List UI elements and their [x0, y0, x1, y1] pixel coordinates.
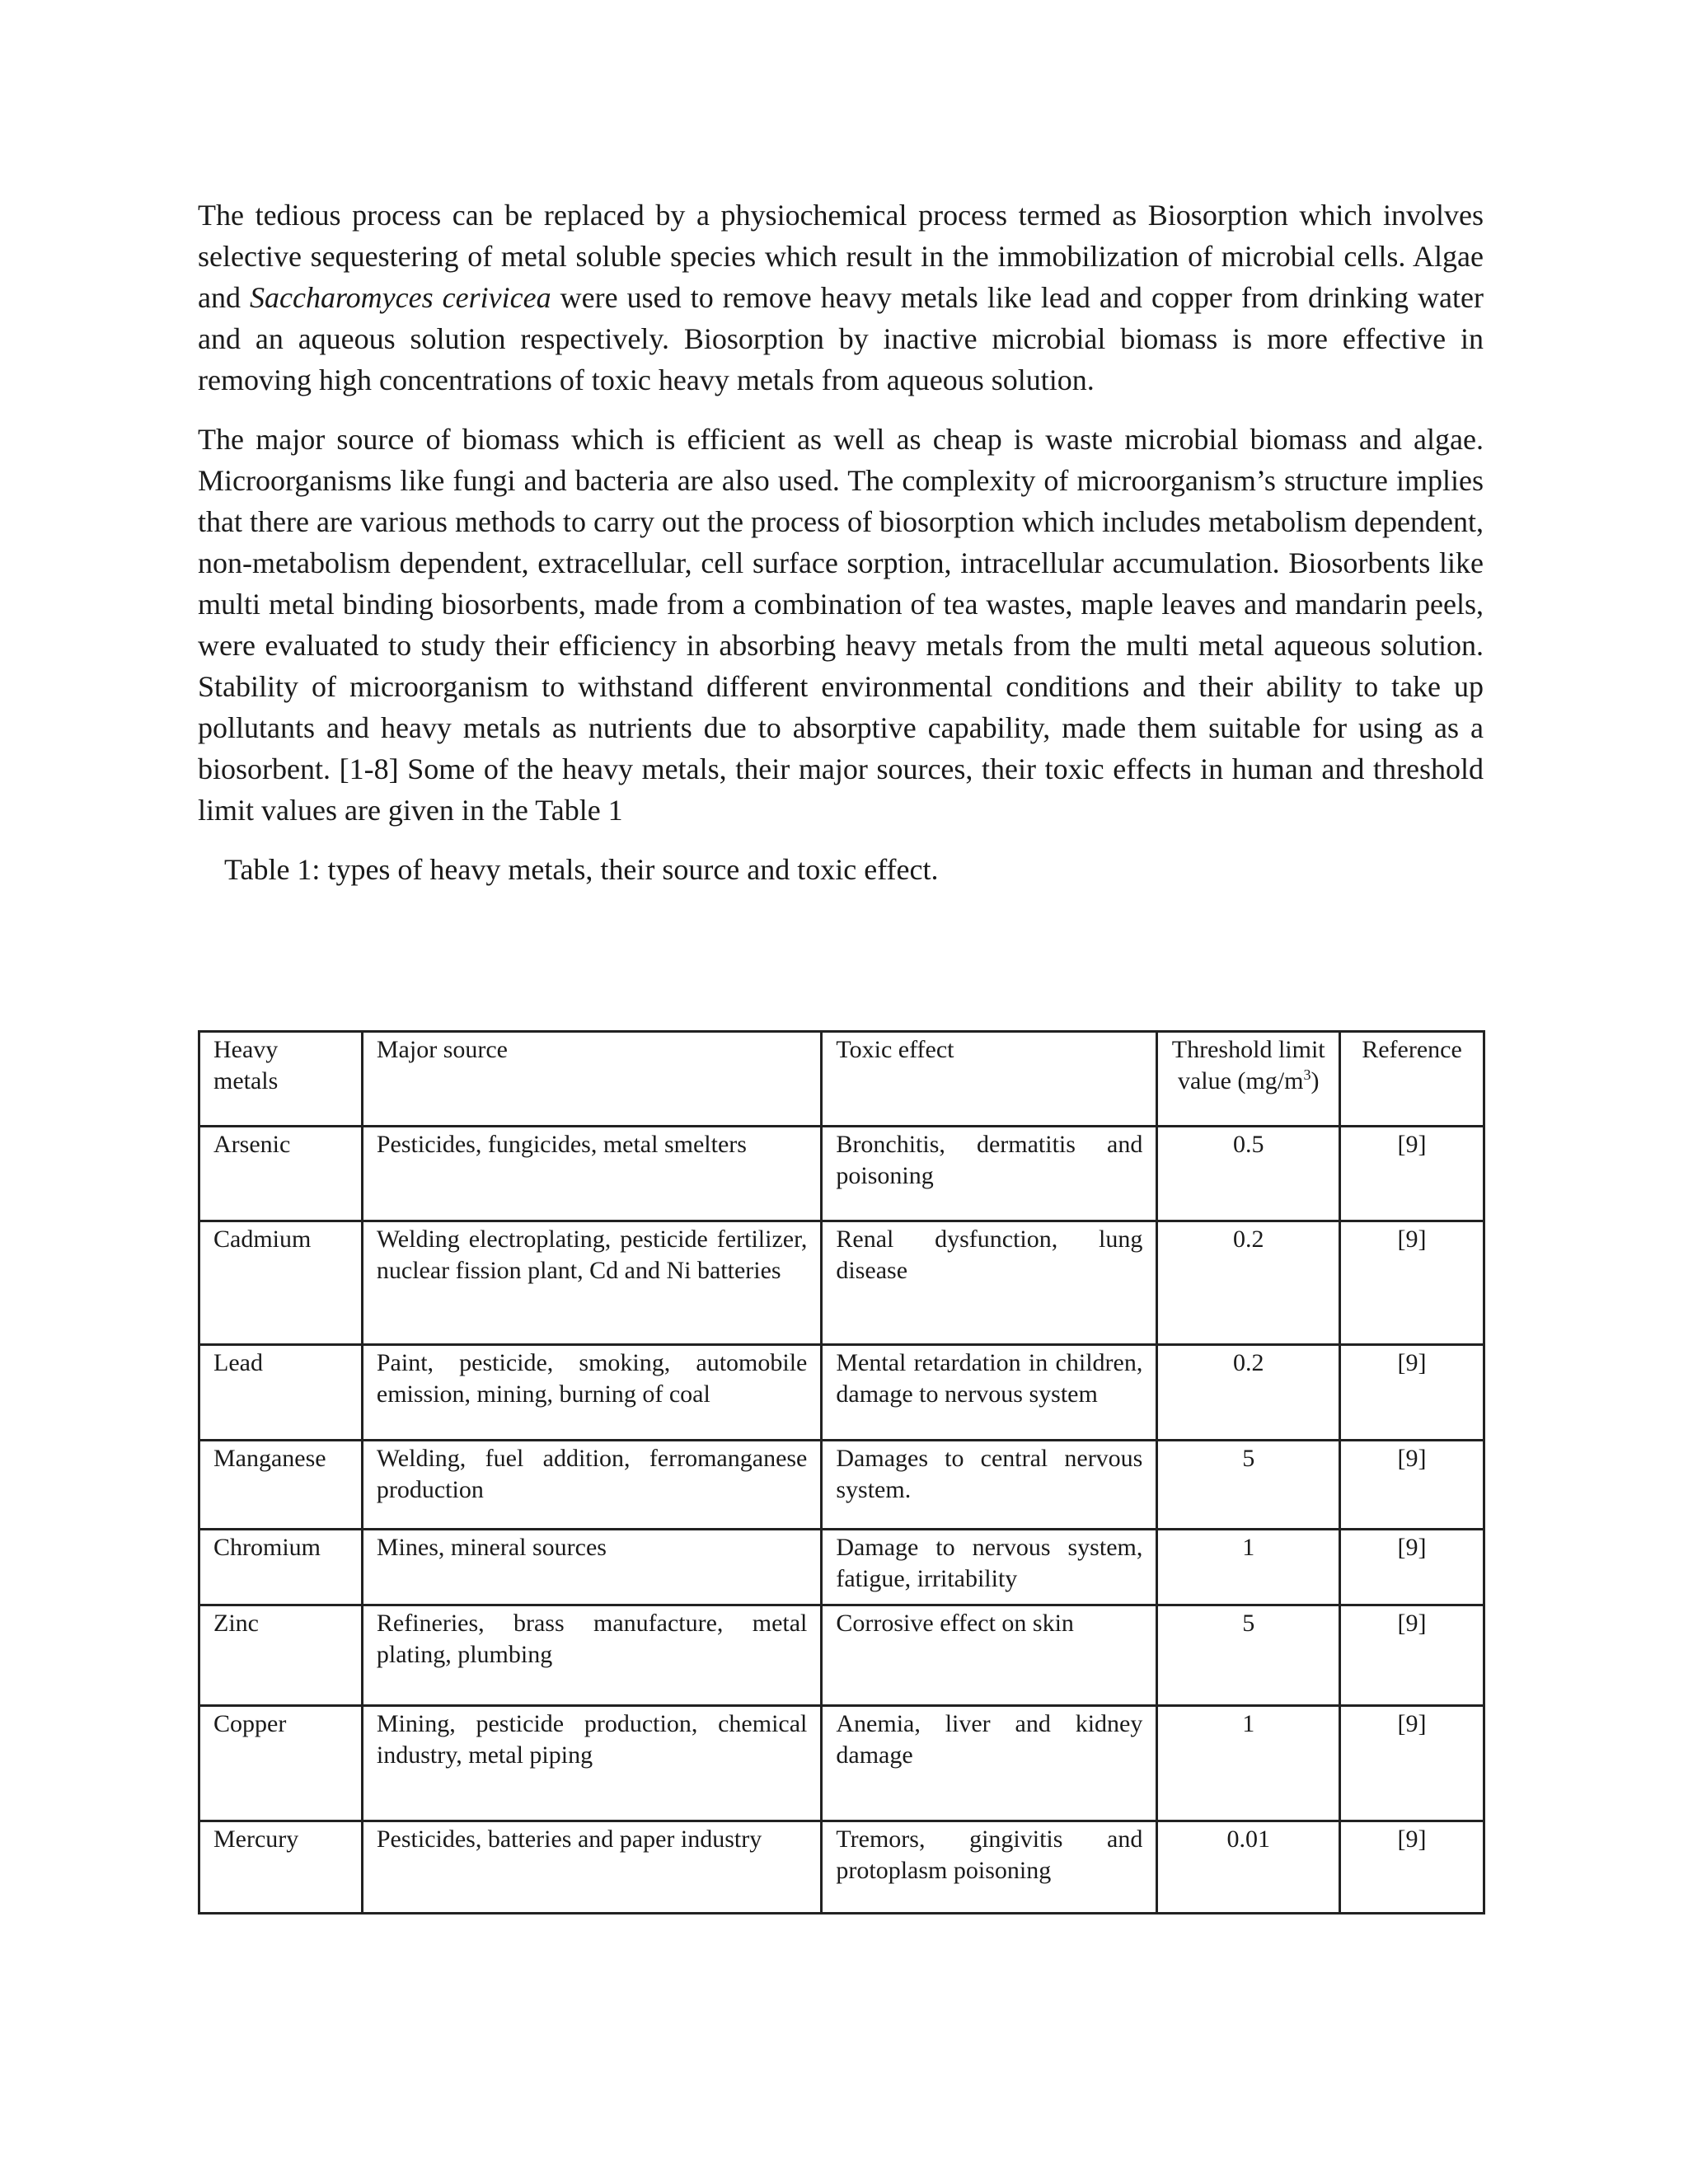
table-row — [199, 1345, 1484, 1441]
cell-source: Mining, pesticide production, chemical industry, metal piping — [362, 1706, 822, 1821]
header-threshold-sup: 3 — [1303, 1066, 1311, 1083]
table-row — [199, 1127, 1484, 1221]
paragraph1-text-b: were used to remove heavy metals like lead and copper from drinking water and an aqueous solution respectively. Biosorption by inactive microbial biomass is more effective in removing high concentrations of toxic heavy metals from aqueous solution. — [198, 281, 1484, 396]
cell-reference: [9] — [1340, 1706, 1484, 1821]
cell-source: Pesticides, batteries and paper industry — [362, 1821, 822, 1914]
cell-effect: Anemia, liver and kidney damage — [822, 1706, 1157, 1821]
table-header-row — [199, 1032, 1484, 1127]
cell-source: Welding, fuel addition, ferromanganese production — [362, 1441, 822, 1530]
cell-reference: [9] — [1340, 1345, 1484, 1441]
cell-reference: [9] — [1340, 1441, 1484, 1530]
header-reference: Reference — [1340, 1032, 1484, 1127]
cell-metal: Mercury — [199, 1821, 363, 1914]
cell-threshold: 5 — [1157, 1605, 1340, 1706]
header-toxic-effect: Toxic effect — [822, 1032, 1157, 1127]
cell-threshold: 5 — [1157, 1441, 1340, 1530]
document-body — [198, 194, 1484, 890]
paragraph-biosorption-intro — [198, 194, 1484, 401]
header-heavy-metals: Heavy metals — [199, 1032, 363, 1127]
cell-metal: Arsenic — [199, 1127, 363, 1221]
cell-effect: Bronchitis, dermatitis and poisoning — [822, 1127, 1157, 1221]
header-threshold — [1157, 1032, 1340, 1127]
cell-threshold: 0.2 — [1157, 1345, 1340, 1441]
cell-threshold: 1 — [1157, 1530, 1340, 1605]
cell-source: Welding electroplating, pesticide fertilizer, nuclear fission plant, Cd and Ni batteries — [362, 1221, 822, 1345]
heavy-metals-table — [198, 1030, 1485, 1915]
cell-reference: [9] — [1340, 1530, 1484, 1605]
table-row — [199, 1221, 1484, 1345]
cell-effect: Mental retardation in children, damage to nervous system — [822, 1345, 1157, 1441]
cell-reference: [9] — [1340, 1821, 1484, 1914]
cell-source: Pesticides, fungicides, metal smelters — [362, 1127, 822, 1221]
cell-metal: Copper — [199, 1706, 363, 1821]
cell-effect: Corrosive effect on skin — [822, 1605, 1157, 1706]
cell-threshold: 1 — [1157, 1706, 1340, 1821]
table-row — [199, 1441, 1484, 1530]
header-threshold-end: ) — [1311, 1067, 1320, 1094]
paragraph-biomass-sources: The major source of biomass which is efficient as well as cheap is waste microbial biomass and algae. Microorganisms like fungi and bacteria are also used. The complexity of microorganism’s structure implies that there are various methods to carry out the process of biosorption which includes metabolism dependent, non-metabolism dependent, extracellular, cell surface sorption, intracellular accumulation. Biosorbents like multi metal binding biosorbents, made from a combination of tea wastes, maple leaves and mandarin peels, were evaluated to study their efficiency in absorbing heavy metals from the multi metal aqueous solution. Stability of microorganism to withstand different environmental conditions and their ability to take up pollutants and heavy metals as nutrients due to absorptive capability, made them suitable for using as a biosorbent. [1-8] Some of the heavy metals, their major sources, their toxic effects in human and threshold limit values are given in the Table 1 — [198, 423, 1484, 827]
cell-effect: Damages to central nervous system. — [822, 1441, 1157, 1530]
table-caption: Table 1: types of heavy metals, their source and toxic effect. — [224, 853, 939, 886]
cell-reference: [9] — [1340, 1605, 1484, 1706]
cell-source: Refineries, brass manufacture, metal plating, plumbing — [362, 1605, 822, 1706]
cell-source: Paint, pesticide, smoking, automobile emission, mining, burning of coal — [362, 1345, 822, 1441]
cell-metal: Manganese — [199, 1441, 363, 1530]
table-row — [199, 1530, 1484, 1605]
header-major-source: Major source — [362, 1032, 822, 1127]
cell-reference: [9] — [1340, 1221, 1484, 1345]
cell-threshold: 0.2 — [1157, 1221, 1340, 1345]
paragraph1-text-a: The tedious process can be replaced by a physiochemical process termed as Biosorption which involves selective sequestering of metal soluble species which result in the immobilization of microbial cells. Algae and — [198, 199, 1484, 314]
cell-metal: Zinc — [199, 1605, 363, 1706]
table-row — [199, 1821, 1484, 1914]
cell-threshold: 0.5 — [1157, 1127, 1340, 1221]
species-name: Saccharomyces cerivicea — [250, 281, 551, 314]
cell-source: Mines, mineral sources — [362, 1530, 822, 1605]
cell-effect: Damage to nervous system, fatigue, irritability — [822, 1530, 1157, 1605]
cell-metal: Cadmium — [199, 1221, 363, 1345]
header-threshold-text: Threshold limit value (mg/m — [1171, 1036, 1325, 1094]
cell-metal: Chromium — [199, 1530, 363, 1605]
cell-effect: Renal dysfunction, lung disease — [822, 1221, 1157, 1345]
cell-effect: Tremors, gingivitis and protoplasm poisoning — [822, 1821, 1157, 1914]
table-row — [199, 1706, 1484, 1821]
cell-metal: Lead — [199, 1345, 363, 1441]
cell-reference: [9] — [1340, 1127, 1484, 1221]
table-row — [199, 1605, 1484, 1706]
cell-threshold: 0.01 — [1157, 1821, 1340, 1914]
